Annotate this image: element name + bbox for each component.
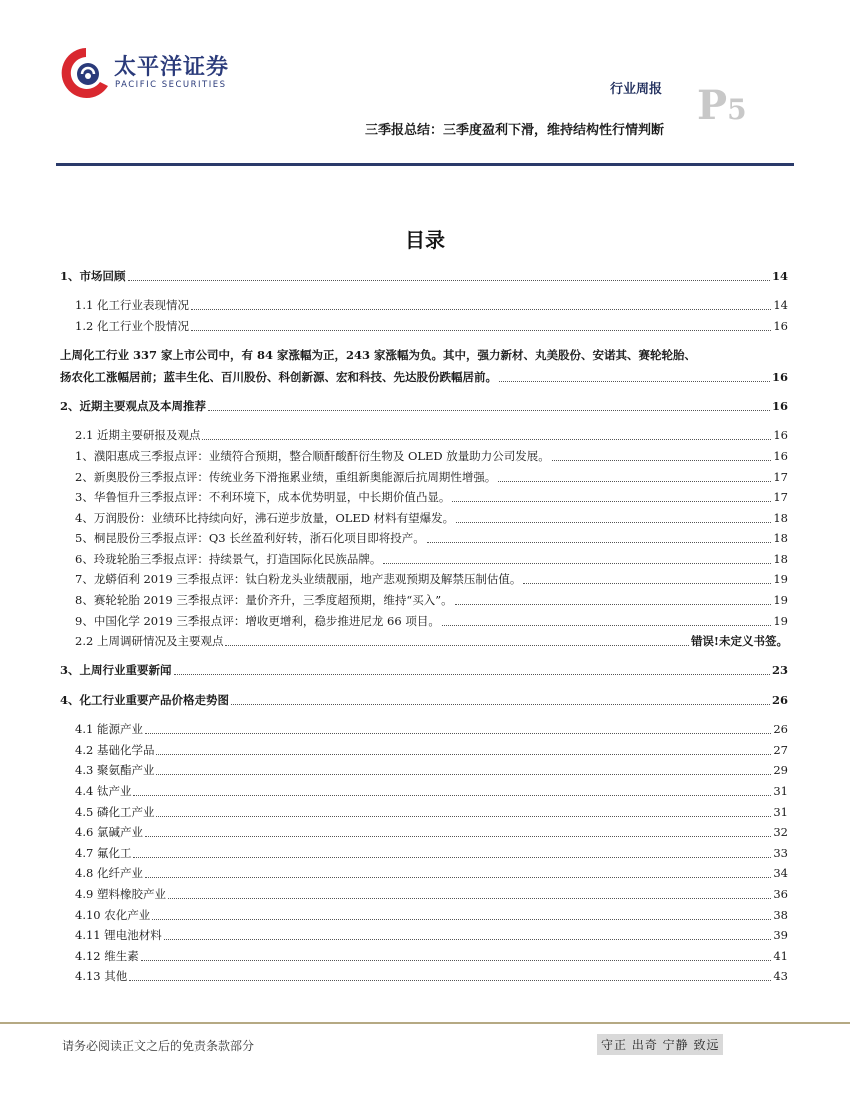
toc-leader <box>427 542 772 543</box>
toc-entry[interactable] <box>60 693 788 708</box>
toc-entry-page: 33 <box>773 846 788 860</box>
toc-entry[interactable] <box>75 572 788 587</box>
toc-leader <box>225 645 688 646</box>
toc-entry-text: 4.11 锂电池材料 <box>75 928 162 942</box>
toc-entry-text: 4、万润股份：业绩环比持续向好，沸石逆步放量，OLED 材料有望爆发。 <box>75 511 455 525</box>
toc-entry-text: 4.1 能源产业 <box>75 722 143 736</box>
toc-leader <box>442 625 772 626</box>
toc-leader <box>455 604 772 605</box>
toc-leader <box>452 501 771 502</box>
toc-entry[interactable] <box>75 298 788 313</box>
toc-entry[interactable] <box>75 593 788 608</box>
footer-rule <box>0 1022 850 1024</box>
toc-entry-text: 4.7 氟化工 <box>75 846 132 860</box>
toc-leader <box>499 381 770 382</box>
toc-entry-page: 23 <box>771 663 788 677</box>
toc-entry-page: 19 <box>773 593 788 607</box>
report-type: 行业周报 <box>610 82 663 97</box>
toc-entry[interactable] <box>75 908 788 923</box>
toc-entry[interactable] <box>75 614 788 629</box>
paragraph-line <box>60 366 788 388</box>
toc-leader <box>141 960 772 961</box>
report-title: 三季报总结：三季度盈利下滑，维持结构性行情判断 <box>364 123 664 138</box>
toc-entry-page: 34 <box>773 866 788 880</box>
toc-entry-page: 19 <box>773 614 788 628</box>
toc-entry-page: 32 <box>773 825 788 839</box>
toc-entry-text: 1、市场回顾 <box>60 269 126 283</box>
toc-leader <box>174 674 770 675</box>
toc-entry[interactable] <box>75 490 788 505</box>
toc-leader <box>152 919 771 920</box>
toc-entry-page: 26 <box>773 722 788 736</box>
toc-entry-text: 4.3 聚氨酯产业 <box>75 763 155 777</box>
toc-entry-page: 31 <box>773 784 788 798</box>
toc-entry-page: 29 <box>773 763 788 777</box>
page-number <box>697 82 747 129</box>
paragraph-text: 上周化工行业 337 家上市公司中，有 84 家涨幅为正，243 家涨幅为负。其中，强力新材、丸美股份、安诺其、赛轮轮胎、 <box>60 348 697 362</box>
toc-entry-page: 43 <box>773 969 788 983</box>
toc-entry-text: 2、新奥股份三季报点评：传统业务下滑拖累业绩，重组新奥能源后抗周期性增强。 <box>75 470 497 484</box>
toc-summary-paragraph[interactable] <box>60 344 788 388</box>
toc-leader <box>552 460 772 461</box>
toc-entry-page: 41 <box>773 949 788 963</box>
logo-mark-icon <box>60 44 112 102</box>
toc-leader <box>523 583 771 584</box>
toc-entry-page: 39 <box>773 928 788 942</box>
toc-entry[interactable] <box>75 949 788 964</box>
toc-entry[interactable] <box>75 531 788 546</box>
toc-entry-page: 31 <box>773 805 788 819</box>
toc-entry[interactable] <box>75 319 788 334</box>
paragraph-text: 扬农化工涨幅居前；蓝丰生化、百川股份、科创新源、宏和科技、先达股份跌幅居前。 <box>60 370 497 384</box>
toc-entry-text: 1.2 化工行业个股情况 <box>75 319 189 333</box>
toc-entry[interactable] <box>60 399 788 414</box>
toc-entry-page: 18 <box>773 552 788 566</box>
toc-leader <box>191 330 771 331</box>
company-logo <box>60 44 230 104</box>
toc-leader <box>164 939 772 940</box>
logo-chinese-name: 太平洋证券 <box>114 55 230 80</box>
toc-entry-text: 1、濮阳惠成三季报点评：业绩符合预期，整合顺酐酸酐衍生物及 OLED 放量助力公司发展。 <box>75 449 550 463</box>
toc-entry-page: 16 <box>773 428 788 442</box>
toc-entry-text: 4.2 基础化学品 <box>75 743 155 757</box>
toc-leader <box>168 898 771 899</box>
toc-entry[interactable] <box>75 969 788 984</box>
toc-entry-page: 错误!未定义书签。 <box>690 634 788 648</box>
toc-entry-text: 4.4 钛产业 <box>75 784 132 798</box>
toc-leader <box>128 280 770 281</box>
toc-entry-page: 16 <box>773 449 788 463</box>
toc-leader <box>383 563 771 564</box>
toc-entry-text: 4.9 塑料橡胶产业 <box>75 887 166 901</box>
toc-leader <box>145 877 771 878</box>
toc-leader <box>156 754 771 755</box>
toc-entry-text: 4.13 其他 <box>75 969 128 983</box>
toc-entry-text: 4.8 化纤产业 <box>75 866 143 880</box>
toc-entry-text: 2.1 近期主要研报及观点 <box>75 428 201 442</box>
toc-entry-page: 19 <box>773 572 788 586</box>
toc-entry-text: 4.5 磷化工产业 <box>75 805 155 819</box>
toc-entry-page: 16 <box>771 399 788 413</box>
toc-entry-text: 4、化工行业重要产品价格走势图 <box>60 693 229 707</box>
toc-entry-text: 4.12 维生素 <box>75 949 139 963</box>
toc-entry[interactable] <box>75 784 788 799</box>
toc-leader <box>208 410 770 411</box>
footer-motto: 守正 出奇 宁静 致远 <box>597 1034 723 1055</box>
footer-disclaimer: 请务必阅读正文之后的免责条款部分 <box>62 1039 255 1053</box>
toc-entry[interactable] <box>60 269 788 284</box>
toc-entry-text: 5、桐昆股份三季报点评：Q3 长丝盈利好转，浙石化项目即将投产。 <box>75 531 425 545</box>
toc-entry-text: 9、中国化学 2019 三季报点评：增收更增利，稳步推进尼龙 66 项目。 <box>75 614 440 628</box>
toc-leader <box>129 980 771 981</box>
toc-entry[interactable] <box>75 825 788 840</box>
toc-entry[interactable] <box>75 511 788 526</box>
toc-entry-text: 1.1 化工行业表现情况 <box>75 298 189 312</box>
toc-entry-text: 4.10 农化产业 <box>75 908 151 922</box>
toc-entry-text: 2、近期主要观点及本周推荐 <box>60 399 207 413</box>
toc-entry-page: 38 <box>773 908 788 922</box>
toc-entry[interactable] <box>75 470 788 485</box>
logo-english-name: PACIFIC SECURITIES <box>115 80 227 90</box>
toc-entry-page: 14 <box>773 298 788 312</box>
page-header <box>0 0 850 170</box>
toc-leader <box>498 481 771 482</box>
toc-leader <box>156 774 771 775</box>
toc-entry-text: 3、华鲁恒升三季报点评：不利环境下，成本优势明显，中长期价值凸显。 <box>75 490 451 504</box>
toc-entry[interactable] <box>75 846 788 861</box>
toc-entry[interactable] <box>75 634 788 649</box>
toc-entry-page: 14 <box>771 269 788 283</box>
paragraph-line <box>60 344 788 366</box>
toc-entry-page: 18 <box>773 511 788 525</box>
toc-entry[interactable] <box>75 428 788 443</box>
toc-entry[interactable] <box>75 887 788 902</box>
toc-entry-page: 16 <box>771 370 788 384</box>
toc-entry[interactable] <box>75 743 788 758</box>
toc-entry-page: 16 <box>773 319 788 333</box>
toc-leader <box>231 704 770 705</box>
toc-entry-page: 17 <box>773 490 788 504</box>
toc-leader <box>202 439 771 440</box>
page-digit: 5 <box>727 93 747 126</box>
toc-leader <box>133 795 771 796</box>
toc-entry-text: 2.2 上周调研情况及主要观点 <box>75 634 224 648</box>
toc-entry-text: 6、玲珑轮胎三季报点评：持续景气，打造国际化民族品牌。 <box>75 552 382 566</box>
toc-entry[interactable] <box>75 552 788 567</box>
toc-heading: 目录 <box>405 228 445 252</box>
toc-entry[interactable] <box>75 722 788 737</box>
toc-entry-page: 27 <box>773 743 788 757</box>
toc-entry[interactable] <box>75 449 788 464</box>
toc-entry-page: 26 <box>771 693 788 707</box>
toc-entry[interactable] <box>75 866 788 881</box>
toc-leader <box>191 309 771 310</box>
toc-entry[interactable] <box>75 805 788 820</box>
toc-leader <box>145 836 771 837</box>
toc-leader <box>156 816 771 817</box>
toc-entry-page: 18 <box>773 531 788 545</box>
toc-leader <box>145 733 771 734</box>
toc-entry-text: 7、龙蟒佰利 2019 三季报点评：钛白粉龙头业绩靓丽，地产悲观预期及解禁压制估值。 <box>75 572 522 586</box>
toc-entry[interactable] <box>75 763 788 778</box>
toc-entry[interactable] <box>60 663 788 678</box>
toc-entry-page: 36 <box>773 887 788 901</box>
toc-entry-text: 4.6 氯碱产业 <box>75 825 143 839</box>
toc-leader <box>133 857 771 858</box>
toc-leader <box>456 522 771 523</box>
page-letter: P <box>697 82 728 129</box>
header-rule <box>56 163 794 166</box>
toc-entry-page: 17 <box>773 470 788 484</box>
toc-entry-text: 3、上周行业重要新闻 <box>60 663 172 677</box>
toc-entry-text: 8、赛轮轮胎 2019 三季报点评：量价齐升，三季度超预期，维持“买入”。 <box>75 593 453 607</box>
toc-entry[interactable] <box>75 928 788 943</box>
